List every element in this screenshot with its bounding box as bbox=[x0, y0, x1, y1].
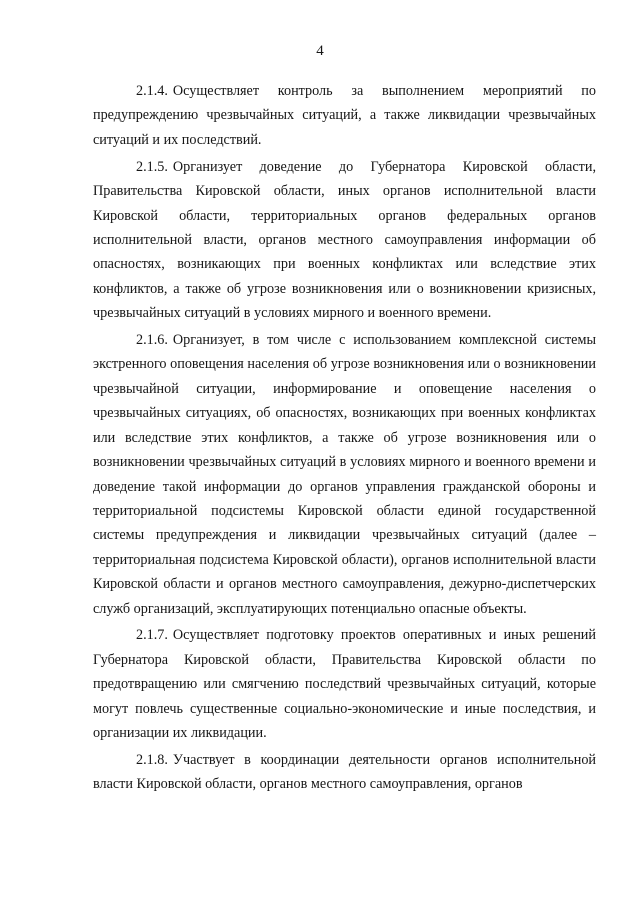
paragraph-number: 2.1.8. bbox=[136, 751, 168, 768]
paragraph-text: Осуществляет подготовку проектов оперативных и иных решений Губернатора Кировской области, Правительства Кировской области по предотвращению или смягчению последствий чрезвычайных ситуаций, которые могут повлечь существенные социально-экономические и иные последствия, и организации их ликвидации. bbox=[93, 627, 596, 742]
paragraph-text: Осуществляет контроль за выполнением мероприятий по предупреждению чрезвычайных ситуаций, а также ликвидации чрезвычайных ситуаций и их последствий. bbox=[93, 83, 596, 148]
paragraph-2-1-4 bbox=[93, 79, 596, 152]
paragraph-number: 2.1.5. bbox=[136, 158, 168, 175]
paragraph-number: 2.1.7. bbox=[136, 627, 168, 644]
paragraph-2-1-8 bbox=[93, 748, 596, 797]
paragraph-text: Организует, в том числе с использованием комплексной системы экстренного оповещения населения об угрозе возникновения или о возникновении чрезвычайной ситуации, информирование и оповещение населения о чрезвычайных ситуациях, об опасностях, возникающих при военных конфликтах или вследствие этих конфликтов, а также об угрозе возникновения или о возникновении чрезвычайных ситуаций в условиях мирного и военного времени и доведение такой информации до органов управления гражданской обороны и территориальной подсистемы Кировской области единой государственной системы предупреждения и ликвидации чрезвычайных ситуаций (далее – территориальная подсистема Кировской области), органов исполнительной власти Кировской области и органов местного самоуправления, дежурно-диспетчерских служб организаций, эксплуатирующих потенциально опасные объекты. bbox=[93, 332, 596, 617]
page-number: 4 bbox=[316, 43, 324, 59]
paragraph-text: Организует доведение до Губернатора Кировской области, Правительства Кировской области, иных органов исполнительной власти Кировской области, территориальных органов федеральных органов исполнительной власти, органов местного самоуправления информации об опасностях, возникающих при военных конфликтах или вследствие этих конфликтов, а также об угрозе возникновения или о возникновении кризисных, чрезвычайных ситуаций в условиях мирного и военного времени. bbox=[93, 158, 596, 322]
paragraph-2-1-5 bbox=[93, 155, 596, 326]
paragraph-number: 2.1.4. bbox=[136, 83, 168, 99]
body-text bbox=[93, 79, 596, 799]
paragraph-2-1-7 bbox=[93, 623, 596, 745]
paragraph-number: 2.1.6. bbox=[136, 332, 168, 349]
paragraph-2-1-6 bbox=[93, 328, 596, 621]
paragraph-text: Участвует в координации деятельности органов исполнительной власти Кировской области, органов местного самоуправления, органов bbox=[93, 751, 596, 793]
